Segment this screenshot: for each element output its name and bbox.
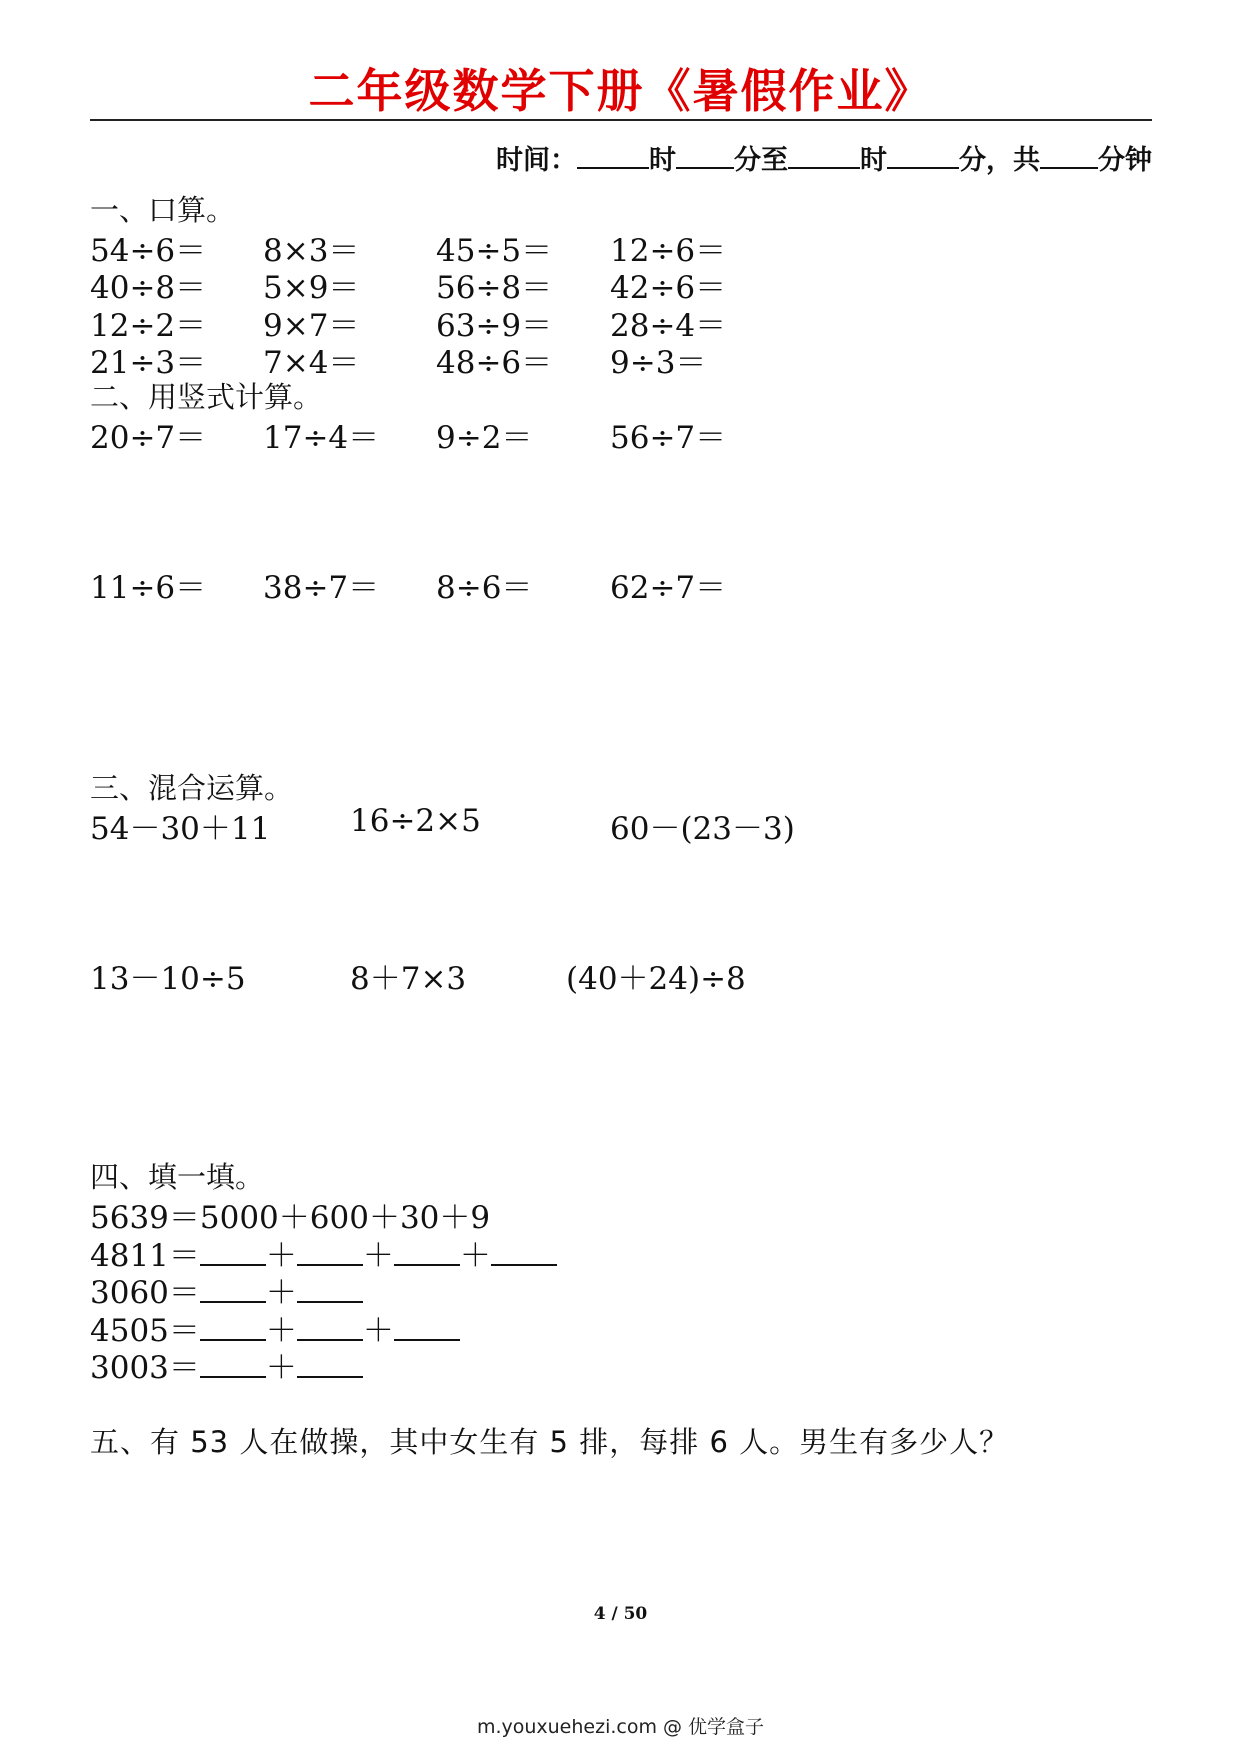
mental-math-item: 42÷6＝ <box>610 270 727 306</box>
time-record-line <box>496 138 1152 177</box>
mental-math-item: 45÷5＝ <box>436 233 553 269</box>
fill-blank[interactable] <box>394 1311 460 1341</box>
mental-math-item: 54÷6＝ <box>90 233 207 269</box>
vertical-calc-item: 11÷6＝ <box>90 570 207 606</box>
fill-number: 4811＝ <box>90 1238 200 1274</box>
vertical-calc-item: 62÷7＝ <box>610 570 727 606</box>
minute-to-unit: 分至 <box>734 145 788 176</box>
fill-number: 4505＝ <box>90 1313 200 1349</box>
plus-sign: ＋ <box>362 1238 394 1274</box>
mental-math-item: 21÷3＝ <box>90 345 207 381</box>
start-hour-blank[interactable] <box>577 143 649 169</box>
fill-blank[interactable] <box>297 1236 363 1266</box>
vertical-calc-item: 56÷7＝ <box>610 420 727 456</box>
hour-unit: 时 <box>649 145 676 176</box>
word-problem: 五、有 53 人在做操，其中女生有 5 排，每排 6 人。男生有多少人？ <box>90 1425 1010 1459</box>
fill-example: 5639＝5000＋600＋30＋9 <box>90 1200 491 1236</box>
plus-sign: ＋ <box>459 1238 491 1274</box>
section3-heading: 三、混合运算。 <box>90 771 294 805</box>
mental-math-item: 9÷3＝ <box>610 345 707 381</box>
fill-number: 3060＝ <box>90 1275 200 1311</box>
minutes-unit: 分钟 <box>1098 145 1152 176</box>
end-hour-blank[interactable] <box>788 143 860 169</box>
end-minute-blank[interactable] <box>887 143 959 169</box>
fill-blank[interactable] <box>297 1311 363 1341</box>
fill-blank[interactable] <box>491 1236 557 1266</box>
title-divider <box>90 119 1152 121</box>
section4-heading: 四、填一填。 <box>90 1160 265 1194</box>
page-title: 二年级数学下册《暑假作业》 <box>308 64 933 118</box>
vertical-calc-item: 8÷6＝ <box>436 570 533 606</box>
fill-blank[interactable] <box>200 1236 266 1266</box>
fill-blank[interactable] <box>297 1348 363 1378</box>
fill-blank[interactable] <box>200 1348 266 1378</box>
mixed-operation-item: (40＋24)÷8 <box>566 961 746 997</box>
total-minutes-blank[interactable] <box>1040 143 1098 169</box>
fill-blank[interactable] <box>394 1236 460 1266</box>
hour-unit: 时 <box>860 145 887 176</box>
vertical-calc-item: 20÷7＝ <box>90 420 207 456</box>
plus-sign: ＋ <box>362 1313 394 1349</box>
fill-blank[interactable] <box>200 1311 266 1341</box>
footer-watermark: m.youxuehezi.com @ 优学盒子 <box>476 1716 765 1738</box>
vertical-calc-item: 17÷4＝ <box>263 420 380 456</box>
mixed-operation-item: 13－10÷5 <box>90 961 246 997</box>
mental-math-item: 8×3＝ <box>263 233 360 269</box>
fill-blank[interactable] <box>297 1273 363 1303</box>
vertical-calc-item: 9÷2＝ <box>436 420 533 456</box>
plus-sign: ＋ <box>265 1275 297 1311</box>
mental-math-item: 5×9＝ <box>263 270 360 306</box>
start-minute-blank[interactable] <box>676 143 734 169</box>
mixed-operation-item: 16÷2×5 <box>350 803 481 839</box>
vertical-calc-item: 38÷7＝ <box>263 570 380 606</box>
mental-math-item: 56÷8＝ <box>436 270 553 306</box>
mixed-operation-item: 60－(23－3) <box>610 811 795 847</box>
mental-math-item: 7×4＝ <box>263 345 360 381</box>
mental-math-item: 48÷6＝ <box>436 345 553 381</box>
mental-math-item: 63÷9＝ <box>436 308 553 344</box>
page-number: 4 / 50 <box>593 1604 648 1624</box>
plus-sign: ＋ <box>265 1350 297 1386</box>
fill-item <box>90 1342 363 1387</box>
section1-heading: 一、口算。 <box>90 193 236 227</box>
mixed-operation-item: 8＋7×3 <box>350 961 467 997</box>
mental-math-item: 9×7＝ <box>263 308 360 344</box>
mental-math-item: 40÷8＝ <box>90 270 207 306</box>
minute-total-unit: 分，共 <box>959 145 1040 176</box>
mixed-operation-item: 54－30＋11 <box>90 811 271 847</box>
mental-math-item: 12÷2＝ <box>90 308 207 344</box>
mental-math-item: 28÷4＝ <box>610 308 727 344</box>
mental-math-item: 12÷6＝ <box>610 233 727 269</box>
fill-blank[interactable] <box>200 1273 266 1303</box>
plus-sign: ＋ <box>265 1313 297 1349</box>
fill-number: 3003＝ <box>90 1350 200 1386</box>
section2-heading: 二、用竖式计算。 <box>90 380 323 414</box>
time-label: 时间： <box>496 145 577 176</box>
plus-sign: ＋ <box>265 1238 297 1274</box>
